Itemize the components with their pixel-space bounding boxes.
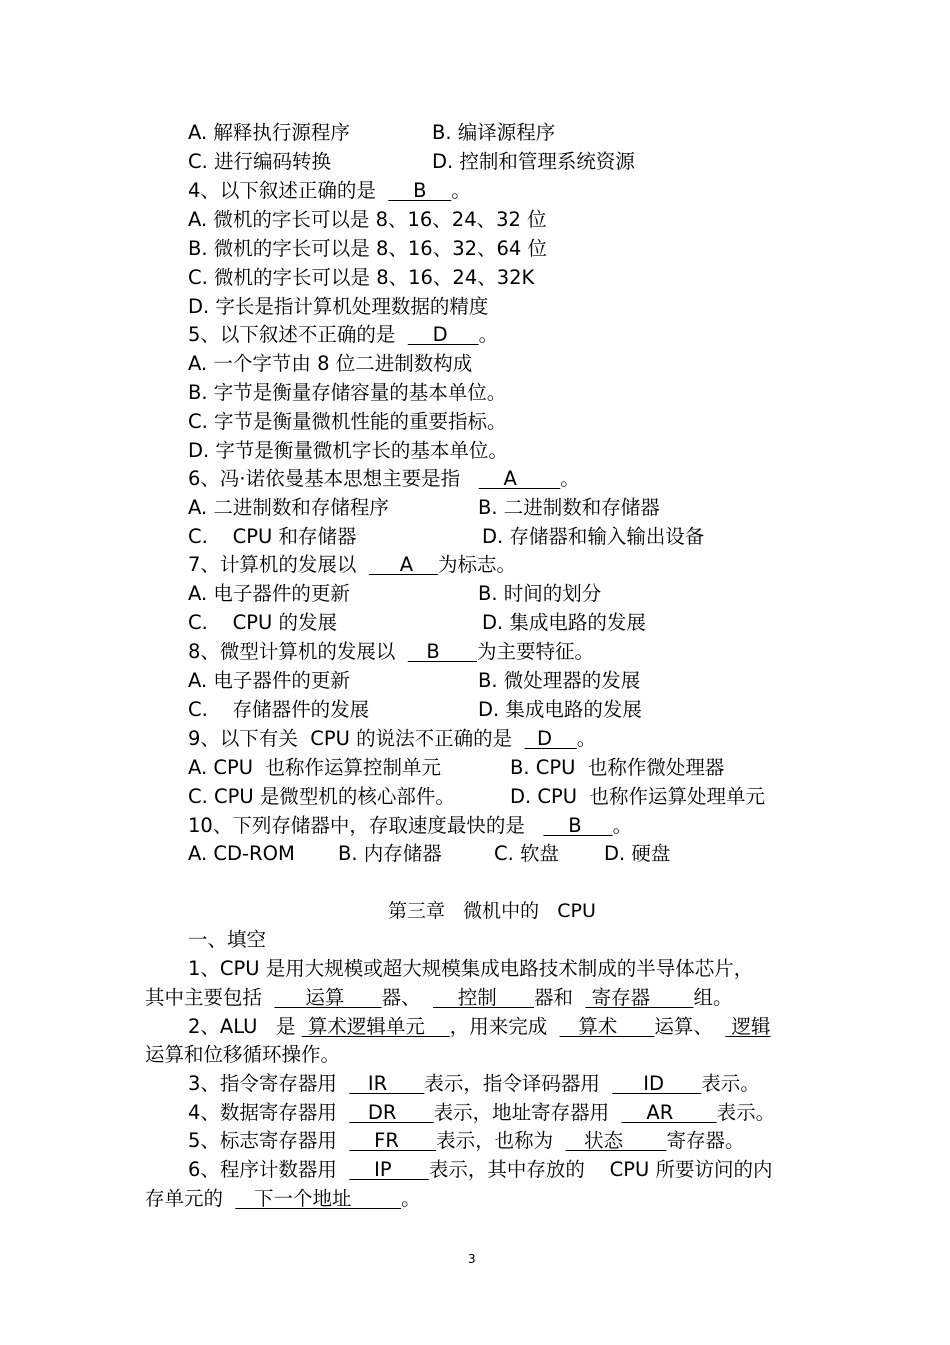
q8-option-d: D. 集成电路的发展 <box>478 698 642 721</box>
q9-answer: D <box>524 727 577 750</box>
fill-2-text-a: 2、ALU 是 <box>188 1015 302 1038</box>
fill-2-blank-2: 算术 <box>559 1015 655 1038</box>
fill-5-blank-1: FR <box>349 1129 437 1152</box>
q7-question <box>188 552 516 578</box>
fill-4-text-a: 4、数据寄存器用 <box>188 1101 350 1124</box>
q4-question <box>188 178 471 204</box>
fill-1-blank-3: 寄存器 <box>585 986 694 1009</box>
q7-answer: A <box>368 553 438 576</box>
fill-5 <box>188 1128 745 1154</box>
fill-6-text-b: 表示，其中存放的 CPU 所要访问的内 <box>428 1158 773 1181</box>
q6-answer: A <box>478 467 561 490</box>
q6-tail: 。 <box>560 467 580 490</box>
q3-option-a: A. 解释执行源程序 <box>188 121 350 144</box>
fill-1-blank-1: 运算 <box>274 986 382 1009</box>
q5-option-c: C. 字节是衡量微机性能的重要指标。 <box>188 410 507 433</box>
fill-3-blank-2: ID <box>612 1072 702 1095</box>
q9-option-a: A. CPU 也称作运算控制单元 <box>188 756 441 779</box>
fill-4-text-b: 表示，地址寄存器用 <box>433 1101 622 1124</box>
q9-option-b: B. CPU 也称作微处理器 <box>510 756 725 779</box>
q8-tail: 为主要特征。 <box>476 640 594 663</box>
q10-question <box>188 813 632 839</box>
fill-1-text-b: 器、 <box>381 986 433 1009</box>
q8-option-a: A. 电子器件的更新 <box>188 669 350 692</box>
q8-answer: B <box>407 640 477 663</box>
fill-5-text-c: 寄存器。 <box>666 1129 745 1152</box>
fill-6-text-a: 6、程序计数器用 <box>188 1158 350 1181</box>
q7-tail: 为标志。 <box>437 553 516 576</box>
fill-6-line1 <box>188 1157 772 1183</box>
q8-question <box>188 639 594 665</box>
fill-4 <box>188 1100 775 1126</box>
q3-option-c: C. 进行编码转换 <box>188 150 332 173</box>
q5-answer: D <box>407 323 479 346</box>
q8-option-c: C. 存储器件的发展 <box>188 698 370 721</box>
q6-question <box>188 466 580 492</box>
q4-option-b: B. 微机的字长可以是 8、16、32、64 位 <box>188 237 548 260</box>
fill-1-text-d: 组。 <box>693 986 733 1009</box>
q4-tail: 。 <box>451 179 471 202</box>
q5-option-a: A. 一个字节由 8 位二进制数构成 <box>188 352 473 375</box>
fill-5-blank-2: 状态 <box>565 1129 667 1152</box>
fill-1-line1: 1、CPU 是用大规模或超大规模集成电路技术制成的半导体芯片， <box>188 957 754 980</box>
fill-5-text-a: 5、标志寄存器用 <box>188 1129 350 1152</box>
q3-option-b: B. 编译源程序 <box>432 121 556 144</box>
q4-option-d: D. 字长是指计算机处理数据的精度 <box>188 295 489 318</box>
q5-tail: 。 <box>478 323 499 346</box>
q9-question <box>188 726 596 752</box>
fill-6-blank-2: 下一个地址 <box>235 1187 402 1210</box>
chapter-title: 第三章 微机中的 CPU <box>388 900 596 922</box>
q7-option-a: A. 电子器件的更新 <box>188 582 350 605</box>
q8-stem: 8、微型计算机的发展以 <box>188 640 408 663</box>
q7-option-b: B. 时间的划分 <box>478 582 602 605</box>
fill-6-blank-1: IP <box>349 1158 429 1181</box>
fill-6-line2 <box>145 1186 421 1212</box>
fill-1-text-a: 其中主要包括 <box>145 986 275 1009</box>
q6-option-d: D. 存储器和输入输出设备 <box>482 525 705 548</box>
fill-4-blank-1: DR <box>349 1101 434 1124</box>
fill-1-text-c: 器和 <box>534 986 586 1009</box>
q10-option-c: C. 软盘 <box>494 842 560 865</box>
q10-answer: B <box>543 814 613 837</box>
fill-5-text-b: 表示，也称为 <box>436 1129 566 1152</box>
q8-option-b: B. 微处理器的发展 <box>478 669 641 692</box>
q6-stem: 6、冯·诺依曼基本思想主要是指 <box>188 467 479 490</box>
page-number: 3 <box>468 1252 476 1266</box>
q6-option-b: B. 二进制数和存储器 <box>478 496 660 519</box>
q6-option-c: C. CPU 和存储器 <box>188 525 357 548</box>
q7-stem: 7、计算机的发展以 <box>188 553 369 576</box>
q10-option-a: A. CD-ROM <box>188 842 295 865</box>
fill-6-text-d: 。 <box>401 1187 421 1210</box>
fill-3-text-c: 表示。 <box>701 1072 760 1095</box>
q4-option-a: A. 微机的字长可以是 8、16、24、32 位 <box>188 208 547 231</box>
q4-answer: B <box>388 179 452 202</box>
q10-stem: 10、下列存储器中，存取速度最快的是 <box>188 814 544 837</box>
fill-2-line2: 运算和位移循环操作。 <box>145 1043 341 1066</box>
fill-1-line2 <box>145 985 733 1011</box>
q10-option-d: D. 硬盘 <box>604 842 671 865</box>
fill-3 <box>188 1071 760 1097</box>
q3-option-d: D. 控制和管理系统资源 <box>432 150 635 173</box>
q6-option-a: A. 二进制数和存储程序 <box>188 496 389 519</box>
q5-option-d: D. 字节是衡量微机字长的基本单位。 <box>188 439 508 462</box>
q5-question <box>188 322 498 348</box>
fill-1-blank-2: 控制 <box>433 986 534 1009</box>
q4-stem: 4、以下叙述正确的是 <box>188 179 389 202</box>
section-heading: 一、填空 <box>188 928 267 951</box>
q9-stem: 9、以下有关 CPU 的说法不正确的是 <box>188 727 525 750</box>
fill-4-blank-2: AR <box>621 1101 717 1124</box>
q9-tail: 。 <box>576 727 597 750</box>
q7-option-d: D. 集成电路的发展 <box>482 611 646 634</box>
fill-2-blank-1: 算术逻辑单元 <box>301 1015 450 1038</box>
q7-option-c: C. CPU 的发展 <box>188 611 337 634</box>
fill-3-blank-1: IR <box>349 1072 425 1095</box>
fill-3-text-b: 表示，指令译码器用 <box>424 1072 613 1095</box>
fill-6-text-c: 存单元的 <box>145 1187 236 1210</box>
q5-option-b: B. 字节是衡量存储容量的基本单位。 <box>188 381 507 404</box>
fill-2-text-b: ，用来完成 <box>449 1015 560 1038</box>
fill-2-blank-3: 逻辑 <box>725 1015 771 1038</box>
fill-2-text-c: 运算、 <box>654 1015 726 1038</box>
q9-option-c: C. CPU 是微型机的核心部件。 <box>188 785 455 808</box>
fill-4-text-c: 表示。 <box>716 1101 776 1124</box>
q9-option-d: D. CPU 也称作运算处理单元 <box>510 785 765 808</box>
q10-tail: 。 <box>612 814 633 837</box>
q5-stem: 5、以下叙述不正确的是 <box>188 323 408 346</box>
q4-option-c: C. 微机的字长可以是 8、16、24、32K <box>188 266 535 289</box>
fill-3-text-a: 3、指令寄存器用 <box>188 1072 350 1095</box>
fill-2-line1 <box>188 1014 771 1040</box>
q10-option-b: B. 内存储器 <box>338 842 442 865</box>
